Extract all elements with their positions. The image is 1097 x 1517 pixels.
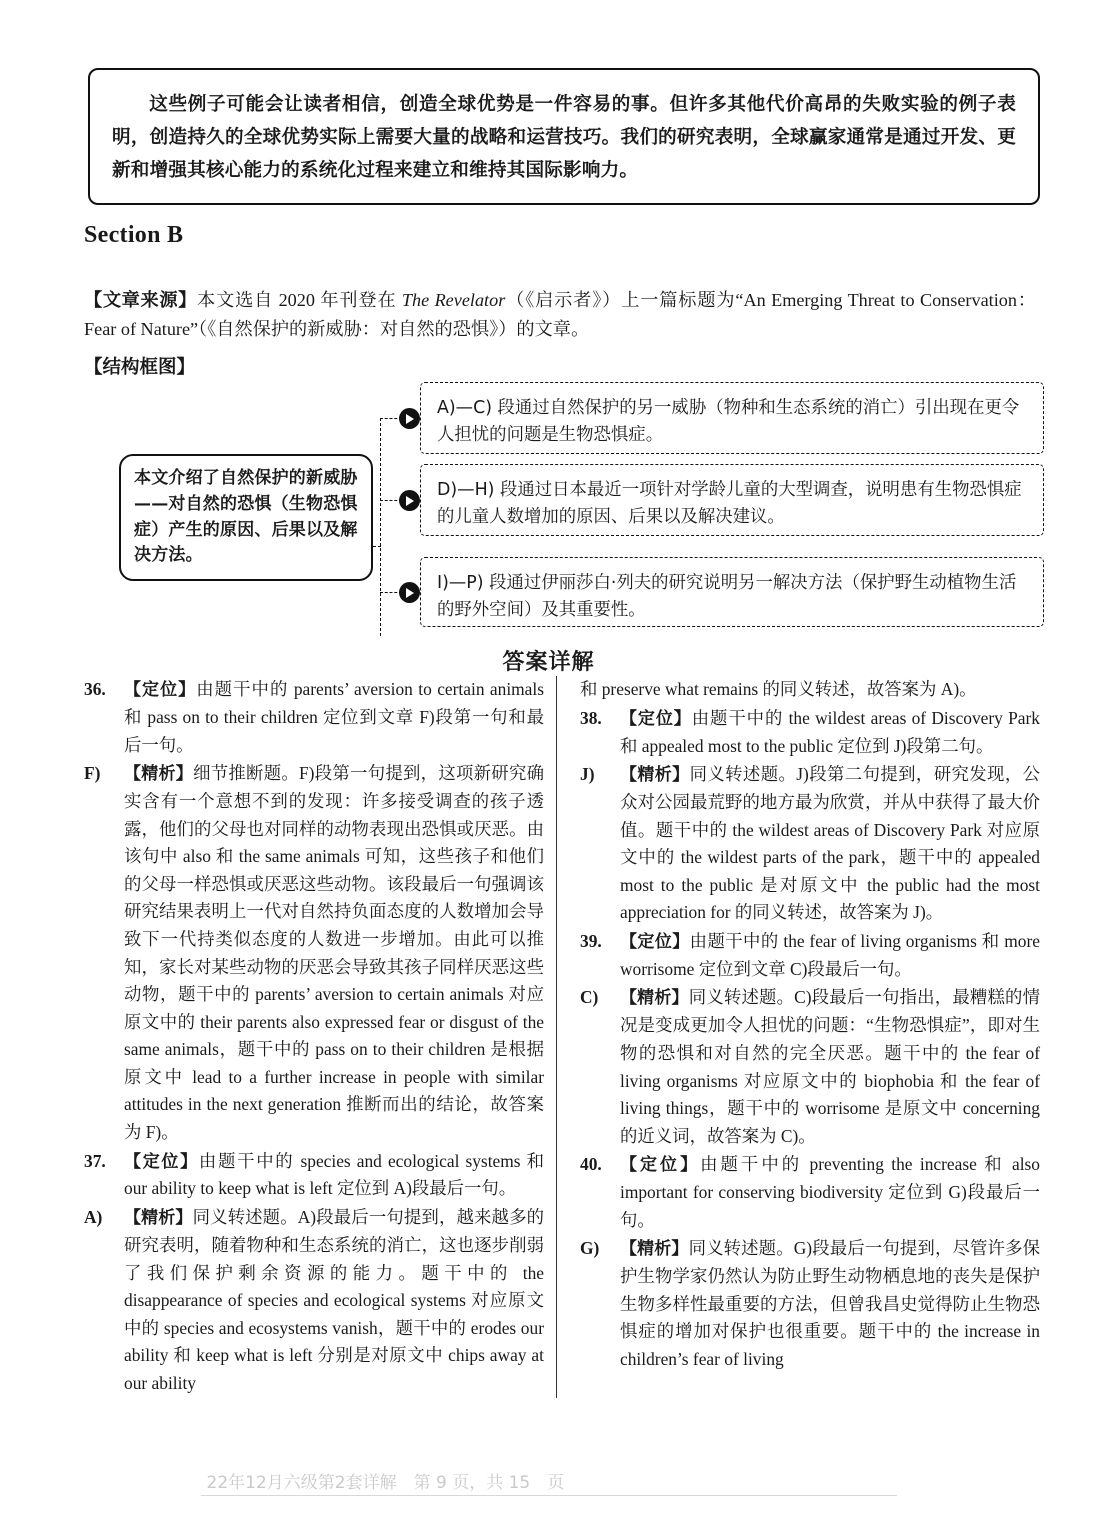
answer-entry: [580, 1235, 1040, 1373]
entry-key: 40.: [580, 1154, 602, 1175]
answer-entry: [580, 761, 1040, 927]
entry-tag: 【精析】: [620, 765, 690, 786]
entry-body: [124, 676, 544, 759]
entry-key: 37.: [84, 1150, 106, 1171]
entry-text: 由题干中的 preventing the increase 和 also important for conserving biodiversity 定位到 G)段最后一句。: [620, 1154, 1041, 1230]
branch-text-1: A)—C) 段通过自然保护的另一威胁（物种和生态系统的消亡）引出现在更令人担忧的问题是生物恐惧症。: [437, 398, 1020, 445]
entry-body: [620, 984, 1040, 1150]
arrow-right-circle-icon: [399, 582, 420, 603]
entry-body: [620, 1235, 1040, 1373]
entry-body: [124, 1204, 544, 1397]
entry-text: 由题干中的 parents’ aversion to certain animals 和 pass on to their children 定位到文章 F)段第一句和最后一句。: [124, 679, 545, 755]
column-divider: [556, 676, 557, 1398]
answers-left-column: [84, 676, 544, 1398]
arrow-right-circle-icon: [399, 490, 420, 511]
entry-text: 同义转述题。J)段第二句提到，研究发现，公众对公园最荒野的地方最为欣赏，并从中获得了最大价值。题干中的 the wildest areas of Discovery Park 对应原文中的 the wildest parts of the park，题干中的 appealed most to the public 是对原文中 the public had the most appreciation for 的同义转述，故答案为 J)。: [620, 764, 1041, 923]
branch-box-3: [420, 557, 1044, 627]
arrow-right-circle-icon: [399, 408, 420, 429]
answer-entry: [580, 984, 1040, 1150]
entry-text: 由题干中的 the wildest areas of Discovery Park 和 appealed most to the public 定位到 J)段第二句。: [620, 707, 1041, 756]
article-source-block: [84, 286, 1036, 345]
entry-key: A): [84, 1207, 103, 1228]
entry-text: 同义转述题。C)段最后一句指出，最糟糕的情况是变成更加令人担忧的问题：“生物恐惧症”，即对生物的恐惧和对自然的完全厌恶。题干中的 the fear of living organisms 对应原文中的 biophobia 和 the fear of living things，题干中的 worrisome 是原文中 concerning 的近义词，故答案为 C)。: [620, 987, 1040, 1146]
translation-paragraph: 这些例子可能会让读者相信，创造全球优势是一件容易的事。但许多其他代价高昂的失败实验的例子表明，创造持久的全球优势实际上需要大量的战略和运营技巧。我们的研究表明，全球赢家通常是通过开发、更新和增强其核心能力的系统化过程来建立和维持其国际影响力。: [112, 94, 1016, 182]
entry-tag: 【定位】: [620, 1155, 701, 1176]
branch-box-2: [420, 464, 1044, 536]
entry-body: [620, 928, 1040, 984]
entry-tag: 【精析】: [620, 988, 689, 1009]
entry-body: [124, 1148, 544, 1204]
answers-section-title: 答案详解: [502, 650, 595, 675]
entry-body: [620, 1151, 1040, 1234]
source-text-after: （《启示者》）上一篇标题为“An Emerging Threat to Conservation：Fear of Nature”（《自然保护的新威胁：对自然的恐惧》）的文章。: [84, 290, 1036, 340]
branch-text-3: I)—P) 段通过伊丽莎白·列夫的研究说明另一解决方法（保护野生动植物生活的野外空间）及其重要性。: [437, 573, 1017, 620]
source-label: 【文章来源】: [84, 290, 198, 311]
entry-tag: 【定位】: [620, 931, 690, 952]
entry-key: 39.: [580, 930, 602, 951]
entry-text: 同义转述题。A)段最后一句提到，越来越多的研究表明，随着物种和生态系统的消亡，这也逐步削弱了我们保护剩余资源的能力。题干中的 the disappearance of species and ecological systems 对应原文中的 species and ecosystems vanish，题干中的 erodes our ability 和 keep what is left 分别是对原文中 chips away at our ability: [124, 1207, 544, 1393]
journal-title: The Revelator: [401, 290, 506, 310]
structure-diagram: [84, 380, 1044, 638]
entry-tag: 【定位】: [124, 680, 197, 700]
answer-entry: [84, 1204, 544, 1397]
answer-entry: [84, 676, 544, 759]
main-concept-text: 本文介绍了自然保护的新威胁——对自然的恐惧（生物恐惧症）产生的原因、后果以及解决方法。: [134, 468, 358, 566]
entry-body: [620, 761, 1040, 927]
entry-key: F): [84, 763, 101, 784]
answers-right-column: [580, 676, 1040, 1375]
footer-text: 22年12月六级第2套详解 第 9 页，共 15 页: [201, 1468, 897, 1496]
continuation-text: 和 preserve what remains 的同义转述，故答案为 A)。: [580, 679, 977, 699]
structure-diagram-label: 【结构框图】: [84, 357, 196, 378]
connector-spine: [380, 418, 381, 636]
branch-box-1: [420, 382, 1044, 454]
entry-tag: 【定位】: [620, 708, 692, 729]
answers-area: [84, 676, 1040, 1448]
entry-tag: 【精析】: [124, 1208, 193, 1229]
entry-tag: 【精析】: [620, 1239, 689, 1260]
source-text-before: 本文选自 2020 年刊登在: [197, 290, 402, 310]
answer-entry: [84, 1148, 544, 1204]
page-footer: [0, 1468, 1097, 1496]
entry-key: C): [580, 987, 599, 1008]
branch-text-2: D)—H) 段通过日本最近一项针对学龄儿童的大型调查，说明患有生物恐惧症的儿童人数增加的原因、后果以及解决建议。: [437, 480, 1022, 527]
answer-entry: [84, 760, 544, 1146]
entry-body: [620, 705, 1040, 761]
answer-entry: [580, 1151, 1040, 1234]
entry-key: 36.: [84, 679, 106, 699]
entry-text: 由题干中的 the fear of living organisms 和 more worrisome 定位到文章 C)段最后一句。: [620, 930, 1040, 979]
entry-tag: 【精析】: [124, 764, 194, 785]
entry-text: 由题干中的 species and ecological systems 和 our ability to keep what is left 定位到 A)段最后一句。: [124, 1150, 544, 1199]
entry-key: J): [580, 764, 595, 785]
entry-tag: 【定位】: [124, 1151, 199, 1172]
entry-key: G): [580, 1238, 600, 1259]
entry-body: [124, 760, 544, 1146]
main-concept-box: [119, 454, 373, 581]
answer-entry: [580, 705, 1040, 761]
entry-key: 38.: [580, 707, 602, 728]
section-heading: Section B: [84, 222, 184, 248]
entry-text: 细节推断题。F)段第一句提到，这项新研究确实含有一个意想不到的发现：许多接受调查的孩子透露，他们的父母也对同样的动物表现出恐惧或厌恶。由该句中 also 和 the same animals 可知，这些孩子和他们的父母一样恐惧或厌恶这些动物。该段最后一句强调该研究结果表明上一代对自然持负面态度的人数增加会导致下一代持类似态度的人数进一步增加。由此可以推知，家长对某些动物的厌恶会导致其孩子同样厌恶这些动物，题干中的 parents’ aversion to certain animals 对应原文中的 their parents also expressed fear or disgust of the same animals，题干中的 pass on to their children 是根据原文中 lead to a further increase in people with similar attitudes in the next generation 推断而出的结论，故答案为 F)。: [124, 763, 544, 1142]
entry-text: 同义转述题。G)段最后一句提到，尽管许多保护生物学家仍然认为防止野生动物栖息地的丧失是保护生物多样性最重要的方法，但曾我昌史觉得防止生物恐惧症的增加对保护也很重要。题干中的 the increase in children’s fear of living: [620, 1238, 1040, 1370]
translation-quote-box: [88, 68, 1040, 205]
answer-entry: [580, 928, 1040, 984]
